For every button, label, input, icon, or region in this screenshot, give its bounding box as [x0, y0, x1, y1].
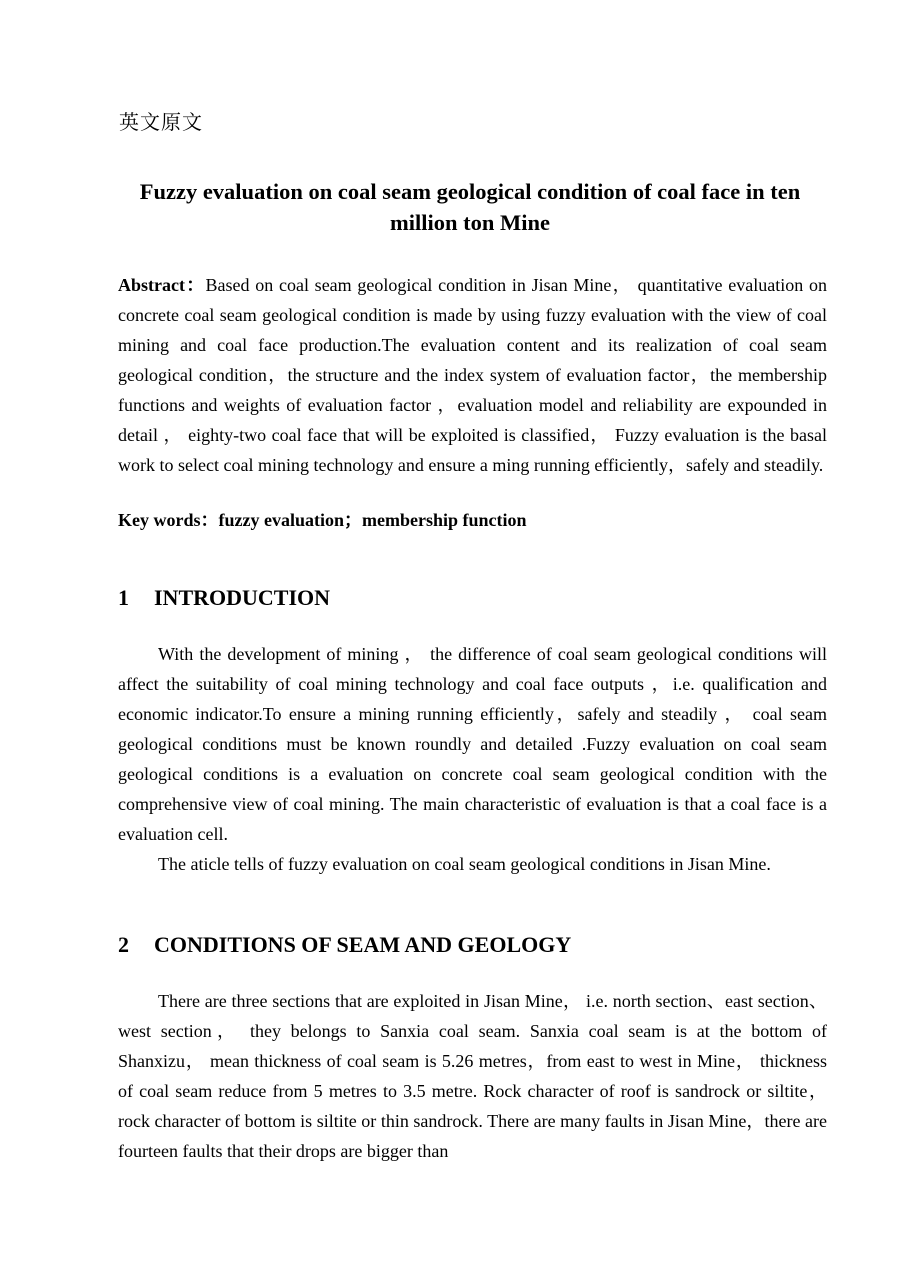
paragraph-text: The aticle tells of fuzzy evaluation on coal seam geological conditions in Jisan Mine.	[158, 854, 771, 874]
section-heading-introduction	[118, 583, 330, 613]
chinese-header: 英文原文	[119, 110, 203, 134]
section-number: 1	[118, 585, 129, 610]
paper-title: Fuzzy evaluation on coal seam geological condition of coal face in ten million ton Mine	[139, 179, 801, 235]
section-heading-conditions	[118, 930, 571, 960]
introduction-paragraph-2	[118, 849, 827, 879]
section-title: INTRODUCTION	[154, 585, 331, 610]
keywords-line: Key words：fuzzy evaluation；membership function	[118, 510, 527, 530]
abstract-label: Abstract：	[118, 275, 206, 295]
conditions-paragraph-1	[118, 986, 827, 1166]
abstract-paragraph	[118, 270, 827, 480]
paragraph-text: With the development of mining ， the difference of coal seam geological conditions will affect the suitability of coal mining technology and coal face outputs ，i.e. qualification and economic indicator.To ensure a mining running efficiently，safely and steadily ， coal seam geological conditions must be known roundly and detailed .Fuzzy evaluation on coal seam geological conditions is a evaluation on concrete coal seam geological condition with the comprehensive view of coal mining. The main characteristic of evaluation is that a coal face is a evaluation cell.	[118, 644, 827, 844]
paragraph-text: There are three sections that are exploited in Jisan Mine， i.e. north section、east section、west section， they belongs to Sanxia coal seam. Sanxia coal seam is at the bottom of Shanxizu， mean thickness of coal seam is 5.26 metres，from east to west in Mine， thickness of coal seam reduce from 5 metres to 3.5 metre. Rock character of roof is sandrock or siltite， rock character of bottom is siltite or thin sandrock. There are many faults in Jisan Mine，there are fourteen faults that their drops are bigger than	[118, 991, 827, 1161]
abstract-text: Based on coal seam geological condition in Jisan Mine， quantitative evaluation on concrete coal seam geological condition is made by using fuzzy evaluation with the view of coal mining and coal face production.The evaluation content and its realization of coal seam geological condition，the structure and the index system of evaluation factor，the membership functions and weights of evaluation factor ，evaluation model and reliability are expounded in detail ， eighty-two coal face that will be exploited is classified， Fuzzy evaluation is the basal work to select coal mining technology and ensure a ming running efficiently，safely and steadily.	[118, 275, 828, 475]
section-number: 2	[118, 932, 129, 957]
section-title: CONDITIONS OF SEAM AND GEOLOGY	[154, 932, 572, 957]
introduction-paragraph-1	[118, 639, 827, 849]
